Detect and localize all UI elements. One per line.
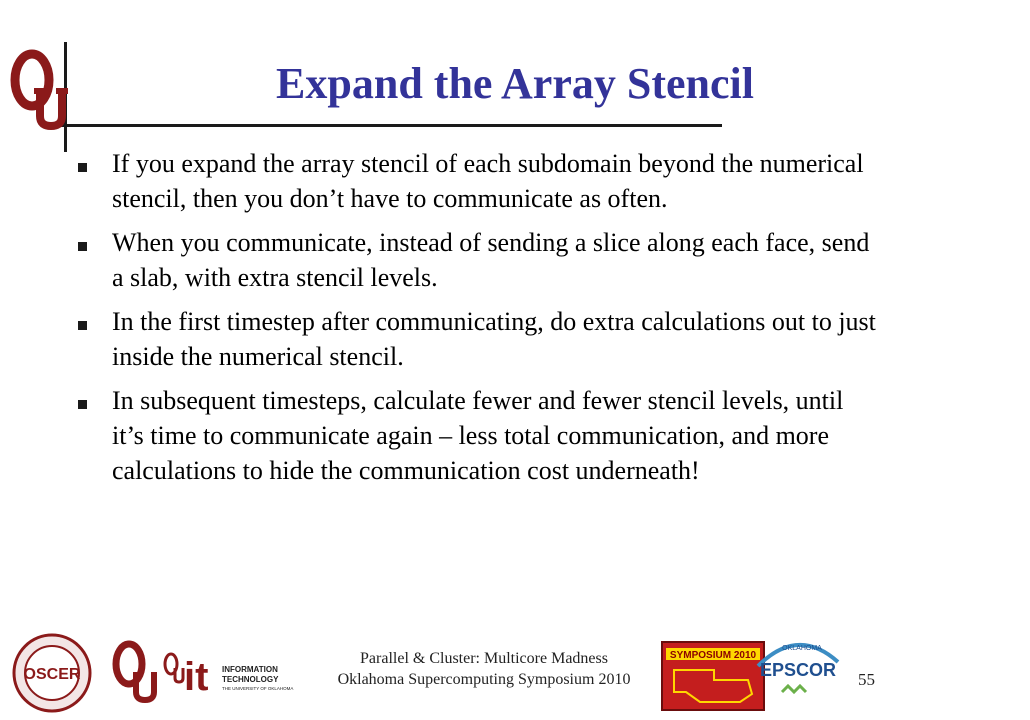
bullet-square-icon [78,321,87,330]
bullet-text: When you communicate, instead of sending a slice along each face, send a slab, with extra stencil levels. [112,228,870,292]
ok-epscor-logo-icon [752,636,844,708]
ou-it-logo-icon [162,644,294,702]
footer-line1: Parallel & Cluster: Multicore Madness [360,650,608,667]
horizontal-rule [42,124,722,127]
slide-title: Expand the Array Stencil [276,59,754,108]
bullet-item [78,225,878,295]
bullet-item [78,383,878,488]
ouit-it-text: it [184,655,209,699]
ouit-line1: INFORMATION [222,665,278,674]
bullet-item [78,304,878,374]
bullet-square-icon [78,242,87,251]
epscor-text: EPSCOR [759,660,837,680]
symposium-text: SYMPOSIUM 2010 [669,650,757,661]
bullet-square-icon [78,163,87,172]
symposium-2010-logo-icon [660,640,766,712]
bullet-text: If you expand the array stencil of each subdomain beyond the numerical stencil, then you don’t have to communicate as often. [112,149,864,213]
bullet-item [78,146,878,216]
ouit-line3: THE UNIVERSITY OF OKLAHOMA [222,686,294,691]
oscer-logo-text: OSCER [23,666,81,683]
footer-line2: Oklahoma Supercomputing Symposium 2010 [337,671,631,688]
bullet-list [78,146,878,497]
oscer-logo-icon [6,632,98,714]
footer-text [298,648,670,690]
ouit-line2: TECHNOLOGY [222,675,279,684]
bullet-square-icon [78,400,87,409]
ou-small-logo-icon [112,640,160,702]
bullet-text: In subsequent timesteps, calculate fewer and fewer stencil levels, until it’s time to communicate again – less total communication, and more calculations to hide the communication cost underneath! [112,386,844,485]
epscor-top-text: OKLAHOMA [782,645,822,652]
bullet-text: In the first timestep after communicating, do extra calculations out to just inside the numerical stencil. [112,307,876,371]
page-number: 55 [858,670,875,689]
